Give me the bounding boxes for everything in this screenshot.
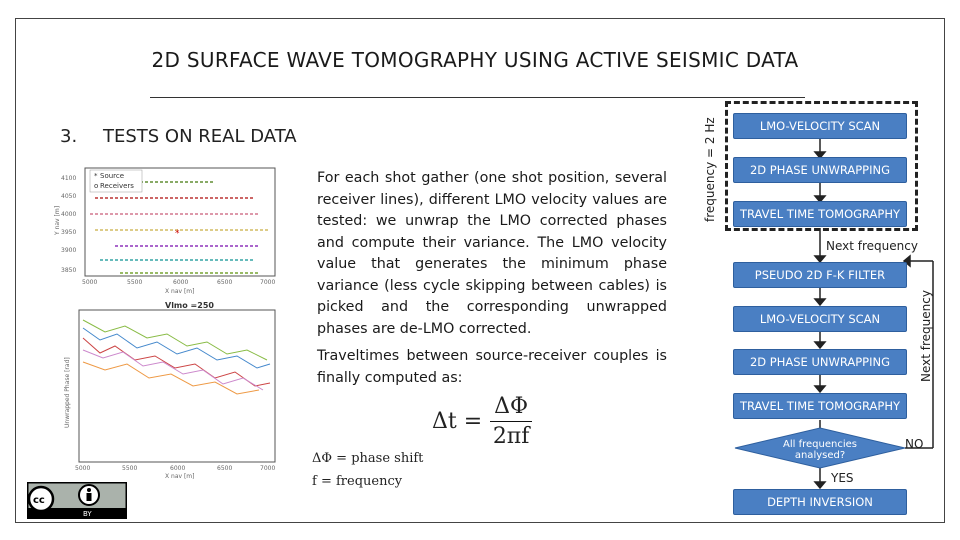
- svg-text:o: o: [94, 182, 99, 190]
- license-label: BY: [83, 510, 92, 518]
- flow-box-lmo-velocity-scan-2: LMO-VELOCITY SCAN: [733, 306, 907, 332]
- flow-box-fk-filter: PSEUDO 2D F-K FILTER: [733, 262, 907, 288]
- legend-receivers: Receivers: [100, 182, 134, 190]
- slide-title: 2D SURFACE WAVE TOMOGRAPHY USING ACTIVE SEISMIC DATA: [151, 48, 799, 72]
- svg-text:6500: 6500: [217, 465, 233, 472]
- svg-text:5000: 5000: [82, 279, 98, 286]
- decision-diamond: [735, 428, 905, 468]
- next-frequency-label: Next frequency: [826, 239, 918, 253]
- section-title: TESTS ON REAL DATA: [103, 126, 297, 147]
- bottom-plot-title: Vlmo =250: [165, 301, 214, 310]
- decision-yes-label: YES: [831, 471, 854, 485]
- svg-text:7000: 7000: [260, 465, 276, 472]
- svg-text:5500: 5500: [122, 465, 138, 472]
- bottom-xlabel: X nav [m]: [165, 473, 195, 480]
- svg-text:7000: 7000: [260, 279, 276, 286]
- traveltime-paragraph: Traveltimes between source-receiver couples is finally computed as:: [317, 348, 667, 386]
- svg-text:4100: 4100: [61, 175, 77, 182]
- formula-lhs: Δt =: [432, 409, 483, 434]
- svg-text:6000: 6000: [173, 279, 189, 286]
- method-paragraph: For each shot gather (one shot position, several receiver lines), different LMO velocity values are tested: we unwrap the LMO corrected phases and compute their variance. The LMO velocity value that generates the minimum phase variance (less cycle skipping between cables) is picked and the corresponding unwrapped phases are de-LMO corrected.: [317, 170, 667, 337]
- svg-text:6500: 6500: [217, 279, 233, 286]
- definition-frequency: f = frequency: [312, 474, 403, 489]
- svg-text:3900: 3900: [61, 247, 77, 254]
- top-xlabel: X nav [m]: [165, 288, 195, 295]
- flow-box-travel-time-tomography-2: TRAVEL TIME TOMOGRAPHY: [733, 393, 907, 419]
- svg-text:3950: 3950: [61, 229, 77, 236]
- definition-phase-shift: ΔΦ = phase shift: [312, 451, 424, 466]
- section-number: 3.: [60, 126, 78, 147]
- svg-text:3850: 3850: [61, 267, 77, 274]
- decision-text: All frequencies analysed?: [783, 439, 857, 461]
- svg-text:5000: 5000: [75, 465, 91, 472]
- decision-no-label: NO: [905, 437, 924, 451]
- flow-box-depth-inversion: DEPTH INVERSION: [733, 489, 907, 515]
- bottom-ylabel: Unwrapped Phase [rad]: [64, 357, 71, 428]
- svg-text:cc: cc: [33, 495, 45, 506]
- flow-box-travel-time-tomography-1: TRAVEL TIME TOMOGRAPHY: [733, 201, 907, 227]
- svg-text:*: *: [94, 172, 98, 180]
- svg-text:5500: 5500: [127, 279, 143, 286]
- formula-denominator: 2πf: [492, 424, 530, 449]
- next-frequency-side-label: Next frequency: [919, 290, 933, 382]
- flow-box-phase-unwrapping-1: 2D PHASE UNWRAPPING: [733, 157, 907, 183]
- source-marker: *: [175, 229, 180, 239]
- svg-text:4050: 4050: [61, 193, 77, 200]
- svg-text:4000: 4000: [61, 211, 77, 218]
- top-ylabel: Y nav [m]: [54, 205, 61, 235]
- flow-box-phase-unwrapping-2: 2D PHASE UNWRAPPING: [733, 349, 907, 375]
- legend-source: Source: [100, 172, 125, 180]
- svg-text:6000: 6000: [170, 465, 186, 472]
- flow-box-lmo-velocity-scan-1: LMO-VELOCITY SCAN: [733, 113, 907, 139]
- frequency-loop-label: frequency = 2 Hz: [703, 117, 717, 222]
- formula-numerator: ΔΦ: [490, 394, 532, 422]
